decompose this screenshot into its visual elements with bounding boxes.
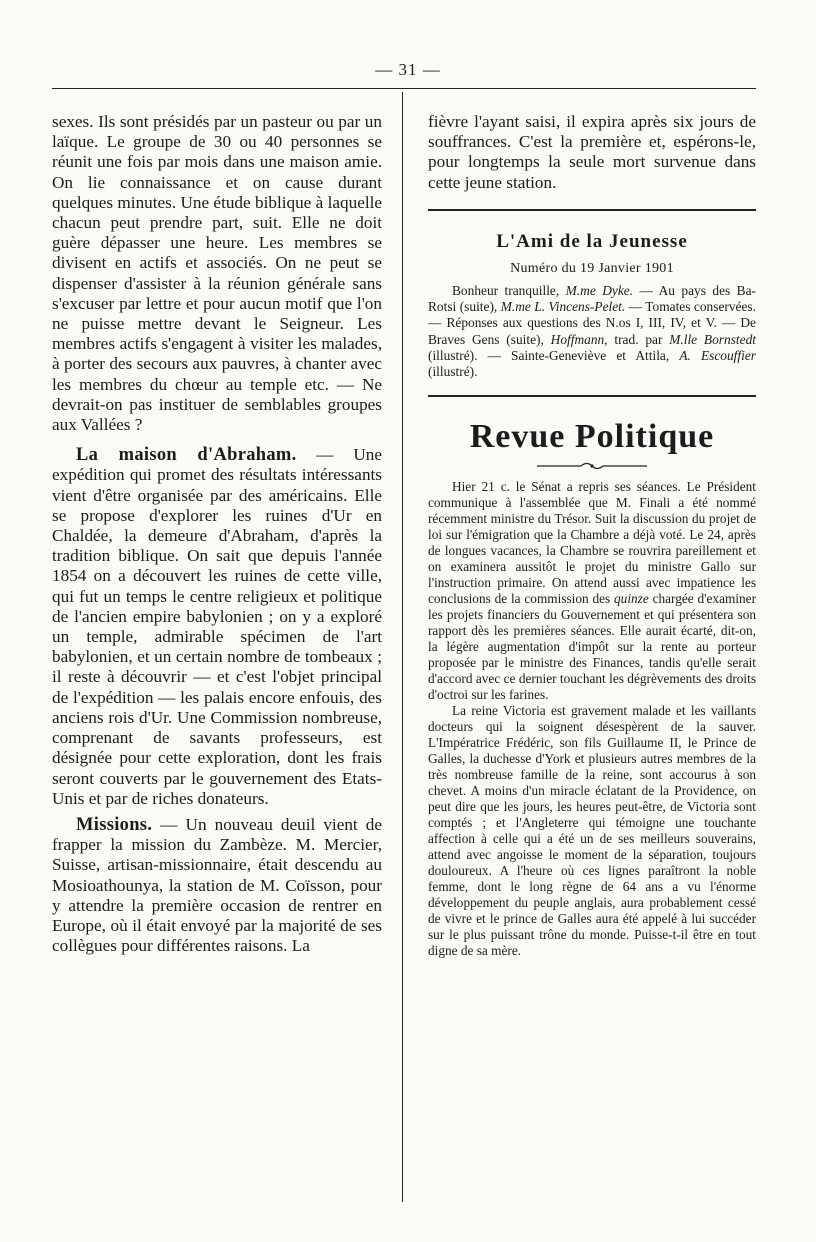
ami-jeunesse-subtitle: Numéro du 19 Janvier 1901 <box>510 260 674 276</box>
article-missions-heading: Missions. <box>76 814 153 835</box>
header-rule <box>52 88 756 89</box>
page-number: — 31 — <box>375 60 441 79</box>
left-column <box>52 112 382 956</box>
column-divider <box>402 92 403 1202</box>
ornament-divider <box>428 459 756 471</box>
article-missions-continued: fièvre l'ayant saisi, il expira après six jours de souffrances. C'est la première et, espérons-le, pour longtemps la seule mort survenue dans cette jeune station. <box>428 112 756 192</box>
revue-paragraph-senat <box>428 479 756 703</box>
ami-text: trad. par <box>607 331 670 347</box>
ami-author: A. Escouffier <box>679 348 756 363</box>
ami-jeunesse-contents <box>428 283 756 381</box>
ami-text: Bonheur tranquille, <box>452 282 566 298</box>
ami-text: — Tomates conservées. — Réponses aux questions des N.os I, III, IV, et V. — De Braves Gens (suite), <box>428 299 756 347</box>
revue-politique-title: Revue Politique <box>469 417 715 455</box>
ami-author: M.lle Bornstedt <box>669 331 756 347</box>
revue-paragraph-victoria: La reine Victoria est gravement malade et les vaillants docteurs qui la soignent désespèrent de la sauver. L'Impératrice Frédéric, son fils Guillaume II, le Prince de Galles, la duchesse d'York et plusieurs autres membres de la très nombreuse famille de la reine, sont accourus à son chevet. A moins d'un miracle éclatant de la Providence, on peut dire que les jours, les heures peut-être, de Victoria sont comptés ; et l'Angleterre qui témoigne une touchante affection à celle qui a été un de ses meilleurs souverains, attend avec angoisse le moment de la séparation, toujours douloureux. A l'heure où ces lignes paraîtront la noble femme, dont le long règne de 64 ans a vu l'énorme développement du peuple anglais, aura probablement cessé de vivre et le prince de Galles aura été appelé à lui succéder sur le plus puissant trône du monde. Puisse-t-il être en tout digne de sa mère. <box>428 702 756 958</box>
section-rule <box>428 395 756 397</box>
right-column <box>428 112 756 959</box>
revue-text: chargée d'examiner les projets financiers du Gouvernement et qui présentera son rapport dès les premières séances. Elle aurait écarté, dit-on, la légère augmentation d'impôt sur la rente au porteur proposée par le ministre des Finances, tandis qu'elle serait d'accord avec ce dernier touchant les dégrèvements des droits d'octroi sur les farines. <box>428 590 756 702</box>
revue-emphasis: quinze <box>614 590 649 606</box>
ami-text: (illustré). <box>428 364 478 380</box>
article-abraham-heading: La maison d'Abraham. <box>76 445 297 466</box>
article-abraham-body: — Une expédition qui promet des résultats intéressants vient d'être organisée par des américains. Elle se propose d'explorer les ruines d'Ur en Chaldée, la demeure d'Abraham, d'après la tradition biblique. On sait que depuis l'année 1854 on a découvert les ruines de cette ville, qui fut un temps le centre religieux et politique de l'ancien empire babylonien ; on y a exploré un temple, admirable spécimen de l'art babylonien, et un certain nombre de tombeaux ; il reste à découvrir — et c'est l'objet principal de l'expédition — les palais encore enfouis, des anciens rois d'Ur. Une Commission nombreuse, comprenant de savants professeurs, est désignée pour cette exploration, dont les frais seront couverts par le gouvernement des Etats-Unis et par de riches donateurs. <box>52 445 382 808</box>
ami-author: M.me Dyke. <box>565 282 634 298</box>
ami-text: — Au pays des Ba-Rotsi (suite), <box>428 282 756 315</box>
article-missions-body: — Un nouveau deuil vient de frapper la mission du Zambèze. M. Mercier, Suisse, artisan-missionnaire, était descendu au Mosioathounya, la station de M. Coïsson, pour y attendre la première occasion de rentrer en Europe, où il était envoyé par la majorité de ses collègues pour différentes raisons. La <box>52 814 382 956</box>
section-rule <box>428 209 756 211</box>
article-groups-continued: sexes. Ils sont présidés par un pasteur ou par un laïque. Le groupe de 30 ou 40 personnes se réunit une fois par mois dans une maison amie. On lie connaissance et on cause durant quelques minutes. Une étude biblique à laquelle chacun peut prendre part, suit. Elle ne doit guère dépasser une heure. Les membres se divisent en actifs et associés. On ne peut se dispenser d'assister à la réunion générale sans s'excuser par lettre et pour aucun motif que l'on ne puisse mettre devant le Seigneur. Les membres actifs s'engagent à visiter les malades, à porter des secours aux pauvres, à chanter avec les membres du chœur au temple etc. — Ne devrait-on pas instituer de semblables groupes aux Vallées ? <box>52 112 382 435</box>
article-abraham <box>52 445 382 809</box>
article-missions <box>52 815 382 956</box>
revue-text: Hier 21 c. le Sénat a repris ses séances. Le Président communique à l'assemblée que M. Finali a été nommé récemment ministre du Trésor. Suit la discussion du projet de loi sur l'émigration que la Chambre a déjà voté. Le 24, après de longues vacances, la Chambre se rouvrira pareillement et on examinera aussitôt le projet du ministre Gallo sur l'instruction primaire. On attend aussi avec impatience les conclusions de la commission des <box>428 478 756 606</box>
ami-author: Hoffmann, <box>550 331 608 347</box>
ami-jeunesse-title: L'Ami de la Jeunesse <box>496 230 688 252</box>
ami-author: M.me L. Vincens-Pelet. <box>500 299 626 315</box>
ami-text: (illustré). — Sainte-Geneviève et Attila, <box>428 348 680 363</box>
